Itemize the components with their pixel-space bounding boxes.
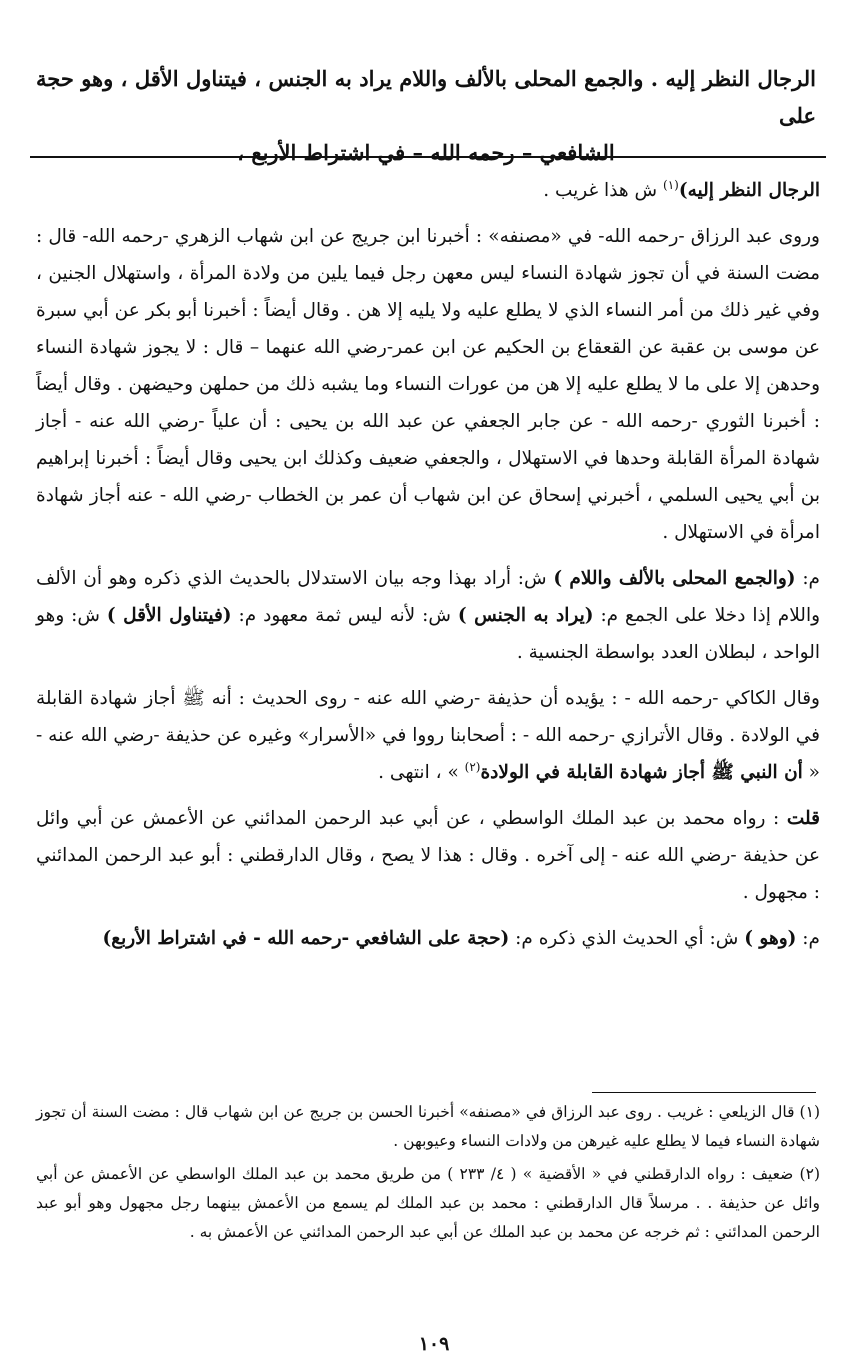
commentary-text-run: : رواه محمد بن عبد الملك الواسطي ، عن أبي عبد الرحمن المدائني عن الأعمش عن أبي وائل عن حذيفة -رضي الله عنه - إلى آخره . وقال : هذا لا يصح ، وقال الدارقطني : أبو عبد الرحمن المدائني : مجهول . xyxy=(36,808,820,903)
lemma: الرجال النظر إليه) xyxy=(678,180,820,201)
footnote-1: (١) قال الزيلعي : غريب . روى عبد الرزاق في «مصنفه» أخبرنا الحسن بن جريج عن ابن شهاب قال : مضت السنة أن تجوز شهادة النساء فيما لا يطلع عليه غيرهن من ولادات النساء وعيوبهن . xyxy=(36,1103,820,1150)
commentary-text-run: ش هذا غريب . xyxy=(543,180,664,201)
commentary-text-run: ش: أراد بهذا وجه بيان الاستدلال بالحديث الذي ذكره وهو أن الألف واللام إذا دخلا على الجمع م: xyxy=(36,568,821,626)
commentary-paragraph-3 xyxy=(36,560,820,671)
marker-m: م: xyxy=(796,928,820,949)
matn-line-1: الرجال النظر إليه . والجمع المحلى بالألف واللام يراد به الجنس ، فيتناول الأقل ، وهو حجة على xyxy=(36,66,816,128)
footnote-2: (٢) ضعيف : رواه الدارقطني في « الأقضية » ( ٤/ ٢٣٣ ) من طريق محمد بن عبد الملك الواسطي عن الأعمش عن أبي وائل عن حذيفة . . مرسلاً قال الدارقطني : محمد بن عبد الملك لم يسمع من الأعمش بينهما رجل مجهول وهو أبو عبد الرحمن المدائني : ثم خرجه عن محمد بن عبد الملك عن أبي عبد الرحمن المدائني عن الأعمش به . xyxy=(36,1165,820,1241)
commentary-text-run: وقال الكاكي -رحمه الله - : يؤيده أن حذيفة -رضي الله عنه - روى الحديث : أنه ﷺ أجاز شهادة القابلة في الولادة . وقال الأترازي -رحمه الله - : أصحابنا رووا في «الأسرار» وغيره عن حذيفة -رضي الله عنه - « xyxy=(36,688,820,783)
footnote-divider xyxy=(592,1092,816,1093)
commentary-paragraph-2: وروى عبد الرزاق -رحمه الله- في «مصنفه» : أخبرنا ابن جريج عن ابن شهاب الزهري -رحمه الله- قال : مضت السنة في أن تجوز شهادة النساء ليس معهن رجل فيما يلين من ولادة المرأة ، واستهلال الجنين ، وفي غير ذلك من أمر النساء الذي لا يطلع عليه ولا يليه إلا هن . وقال أيضاً : أخبرنا أبو بكر عن أبي سبرة عن موسى بن عقبة عن القعقاع بن الحكيم عن ابن عمر-رضي الله عنهما – قال : لا يجوز شهادة النساء وحدهن إلا على ما لا يطلع عليه إلا هن من عورات النساء وما يشبه ذلك من حملهن وحيضهن . وقال أيضاً : أخبرنا الثوري -رحمه الله - عن جابر الجعفي عن عبد الله بن يحيى : أن علياً -رضي الله عنه - أجاز شهادة المرأة القابلة وحدها في الاستهلال ، والجعفي ضعيف وكذلك ابن يحيى وقال أيضاً : أخبرنا إبراهيم بن أبي يحيى السلمي ، أخبرني إسحاق عن ابن شهاب أن عمر بن الخطاب -رضي الله - عنه أجاز شهادة امرأة في الاستهلال . xyxy=(36,226,820,543)
commentary-text xyxy=(36,172,820,966)
hadith-quote: أن النبي ﷺ أجاز شهادة القابلة في الولادة xyxy=(480,762,803,783)
page-number: ١٠٩ xyxy=(418,1333,450,1355)
commentary-text-run: » ، انتهى . xyxy=(378,762,465,783)
matn-divider xyxy=(30,156,826,158)
qultu-marker: قلت xyxy=(786,808,820,829)
commentary-text-run: ش: لأنه ليس ثمة معهود م: xyxy=(231,605,458,626)
lemma: (والجمع المحلى بالألف واللام ) xyxy=(553,568,796,589)
footnote-ref-1: (١) xyxy=(663,177,679,192)
commentary-text-run: ش: أي الحديث الذي ذكره م: xyxy=(509,928,745,949)
commentary-paragraph-1 xyxy=(36,172,820,209)
lemma: (فيتناول الأقل ) xyxy=(106,605,232,626)
lemma: (يراد به الجنس ) xyxy=(457,605,594,626)
commentary-paragraph-4 xyxy=(36,680,820,791)
commentary-paragraph-6 xyxy=(36,920,820,957)
commentary-paragraph-5 xyxy=(36,800,820,911)
matn-text xyxy=(36,60,816,171)
lemma: (وهو ) xyxy=(744,928,797,949)
lemma: (حجة على الشافعي -رحمه الله - في اشتراط الأربع) xyxy=(102,928,510,949)
matn-line-2: الشافعي – رحمه الله – في اشتراط الأربع ، xyxy=(237,140,615,165)
commentary-text-run: ش: وهو الواحد ، لبطلان العدد بواسطة الجنسية . xyxy=(36,605,820,663)
marker-m: م: xyxy=(795,568,821,589)
footnote-ref-2: (٢) xyxy=(464,759,481,774)
footnotes xyxy=(36,1098,820,1251)
